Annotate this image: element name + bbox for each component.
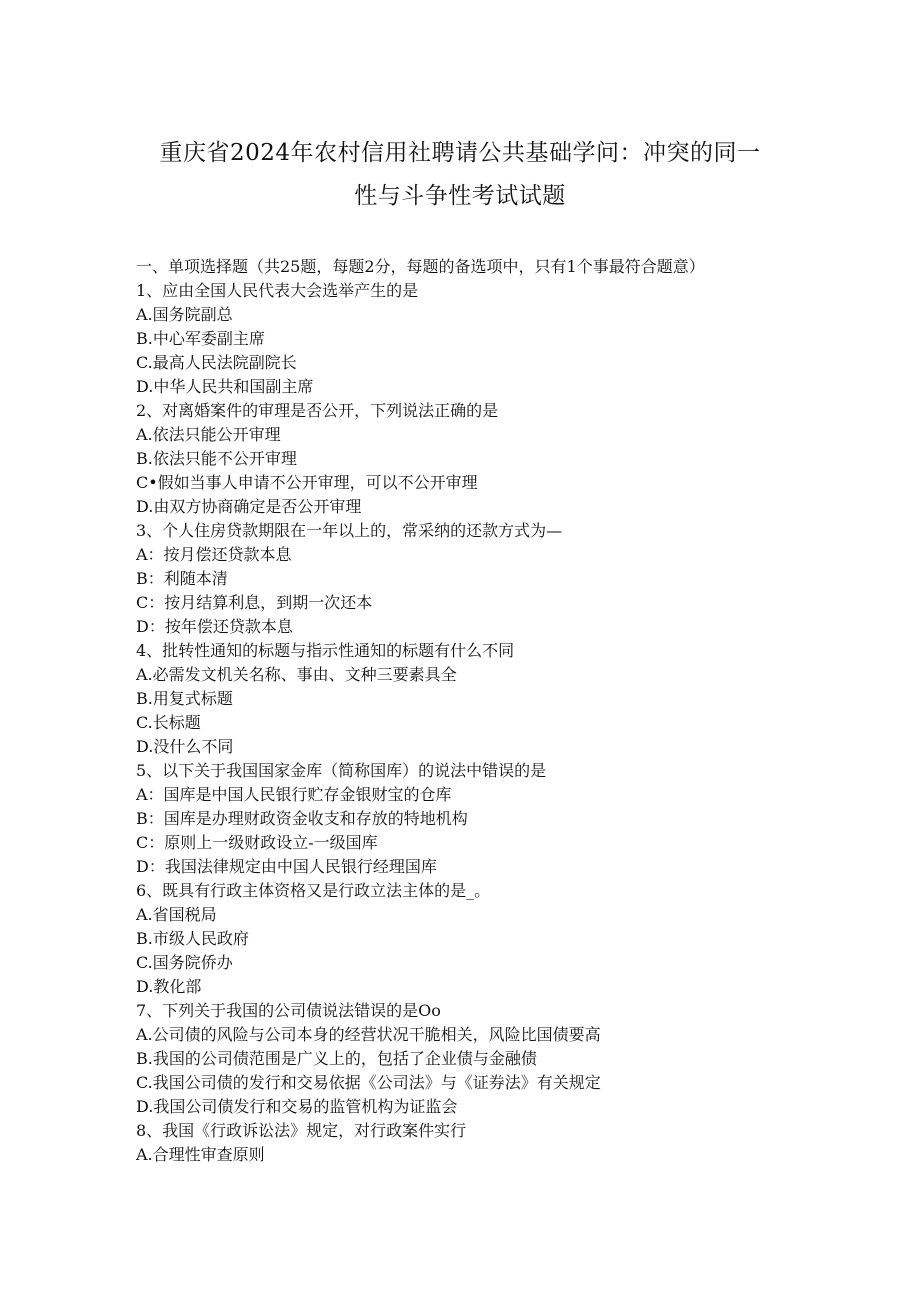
option-text: D.由双方协商确定是否公开审理: [136, 497, 362, 516]
question-text: 5、以下关于我国国家金库（简称国库）的说法中错误的是: [136, 761, 547, 780]
option-text: B.市级人民政府: [136, 929, 249, 948]
option-text: B.用复式标题: [136, 689, 233, 708]
question-text: 6、既具有行政主体资格又是行政立法主体的是_。: [136, 881, 491, 900]
option-text: C.我国公司债的发行和交易依据《公司法》与《证券法》有关规定: [136, 1073, 601, 1092]
question-text: 1、应由全国人民代表大会选举产生的是: [136, 281, 419, 300]
option-text: B.中心军委副主席: [136, 329, 265, 348]
option-text: D.中华人民共和国副主席: [136, 377, 314, 396]
title-line-1: 重庆省2024年农村信用社聘请公共基础学问：冲突的同一: [159, 140, 761, 166]
option-text: C.国务院侨办: [136, 953, 233, 972]
option-text: C：原则上一级财政设立-一级国库: [136, 833, 378, 852]
option-text: D：我国法律规定由中国人民银行经理国库: [136, 857, 437, 876]
option-text: A.合理性审查原则: [136, 1145, 265, 1164]
option-text: D.没什么不同: [136, 737, 234, 756]
option-text: C•假如当事人申请不公开审理，可以不公开审理: [136, 473, 478, 492]
option-text: C：按月结算利息，到期一次还本: [136, 593, 373, 612]
option-text: A.依法只能公开审理: [136, 425, 281, 444]
option-text: A：国库是中国人民银行贮存金银财宝的仓库: [136, 785, 452, 804]
title-line-2: 性与斗争性考试试题: [354, 183, 566, 209]
option-text: D：按年偿还贷款本息: [136, 617, 293, 636]
question-text: 2、对离婚案件的审理是否公开，下列说法正确的是: [136, 401, 499, 420]
option-text: A.省国税局: [136, 905, 217, 924]
question-text: 4、批转性通知的标题与指示性通知的标题有什么不同: [136, 641, 515, 660]
section-heading: 一、单项选择题（共25题，每题2分，每题的备选项中，只有1个事最符合题意）: [136, 257, 705, 276]
option-text: D.我国公司债发行和交易的监管机构为证监会: [136, 1097, 458, 1116]
option-text: B.我国的公司债范围是广义上的，包括了企业债与金融债: [136, 1049, 537, 1068]
option-text: B.依法只能不公开审理: [136, 449, 297, 468]
option-text: A：按月偿还贷款本息: [136, 545, 292, 564]
option-text: A.公司债的风险与公司本身的经营状况干脆相关，风险比国债要高: [136, 1025, 601, 1044]
option-text: C.最高人民法院副院长: [136, 353, 297, 372]
question-text: 7、下列关于我国的公司债说法错误的是Oo: [136, 1001, 441, 1020]
option-text: B：国库是办理财政资金收支和存放的特地机构: [136, 809, 468, 828]
option-text: A.必需发文机关名称、事由、文种三要素具全: [136, 665, 457, 684]
option-text: A.国务院副总: [136, 305, 233, 324]
option-text: C.长标题: [136, 713, 201, 732]
question-text: 3、个人住房贷款期限在一年以上的，常采纳的还款方式为—: [136, 521, 563, 540]
document-title: [90, 132, 830, 218]
option-text: B：利随本清: [136, 569, 228, 588]
option-text: D.教化部: [136, 977, 202, 996]
question-list: [136, 255, 786, 1167]
question-text: 8、我国《行政诉讼法》规定，对行政案件实行: [136, 1121, 467, 1140]
